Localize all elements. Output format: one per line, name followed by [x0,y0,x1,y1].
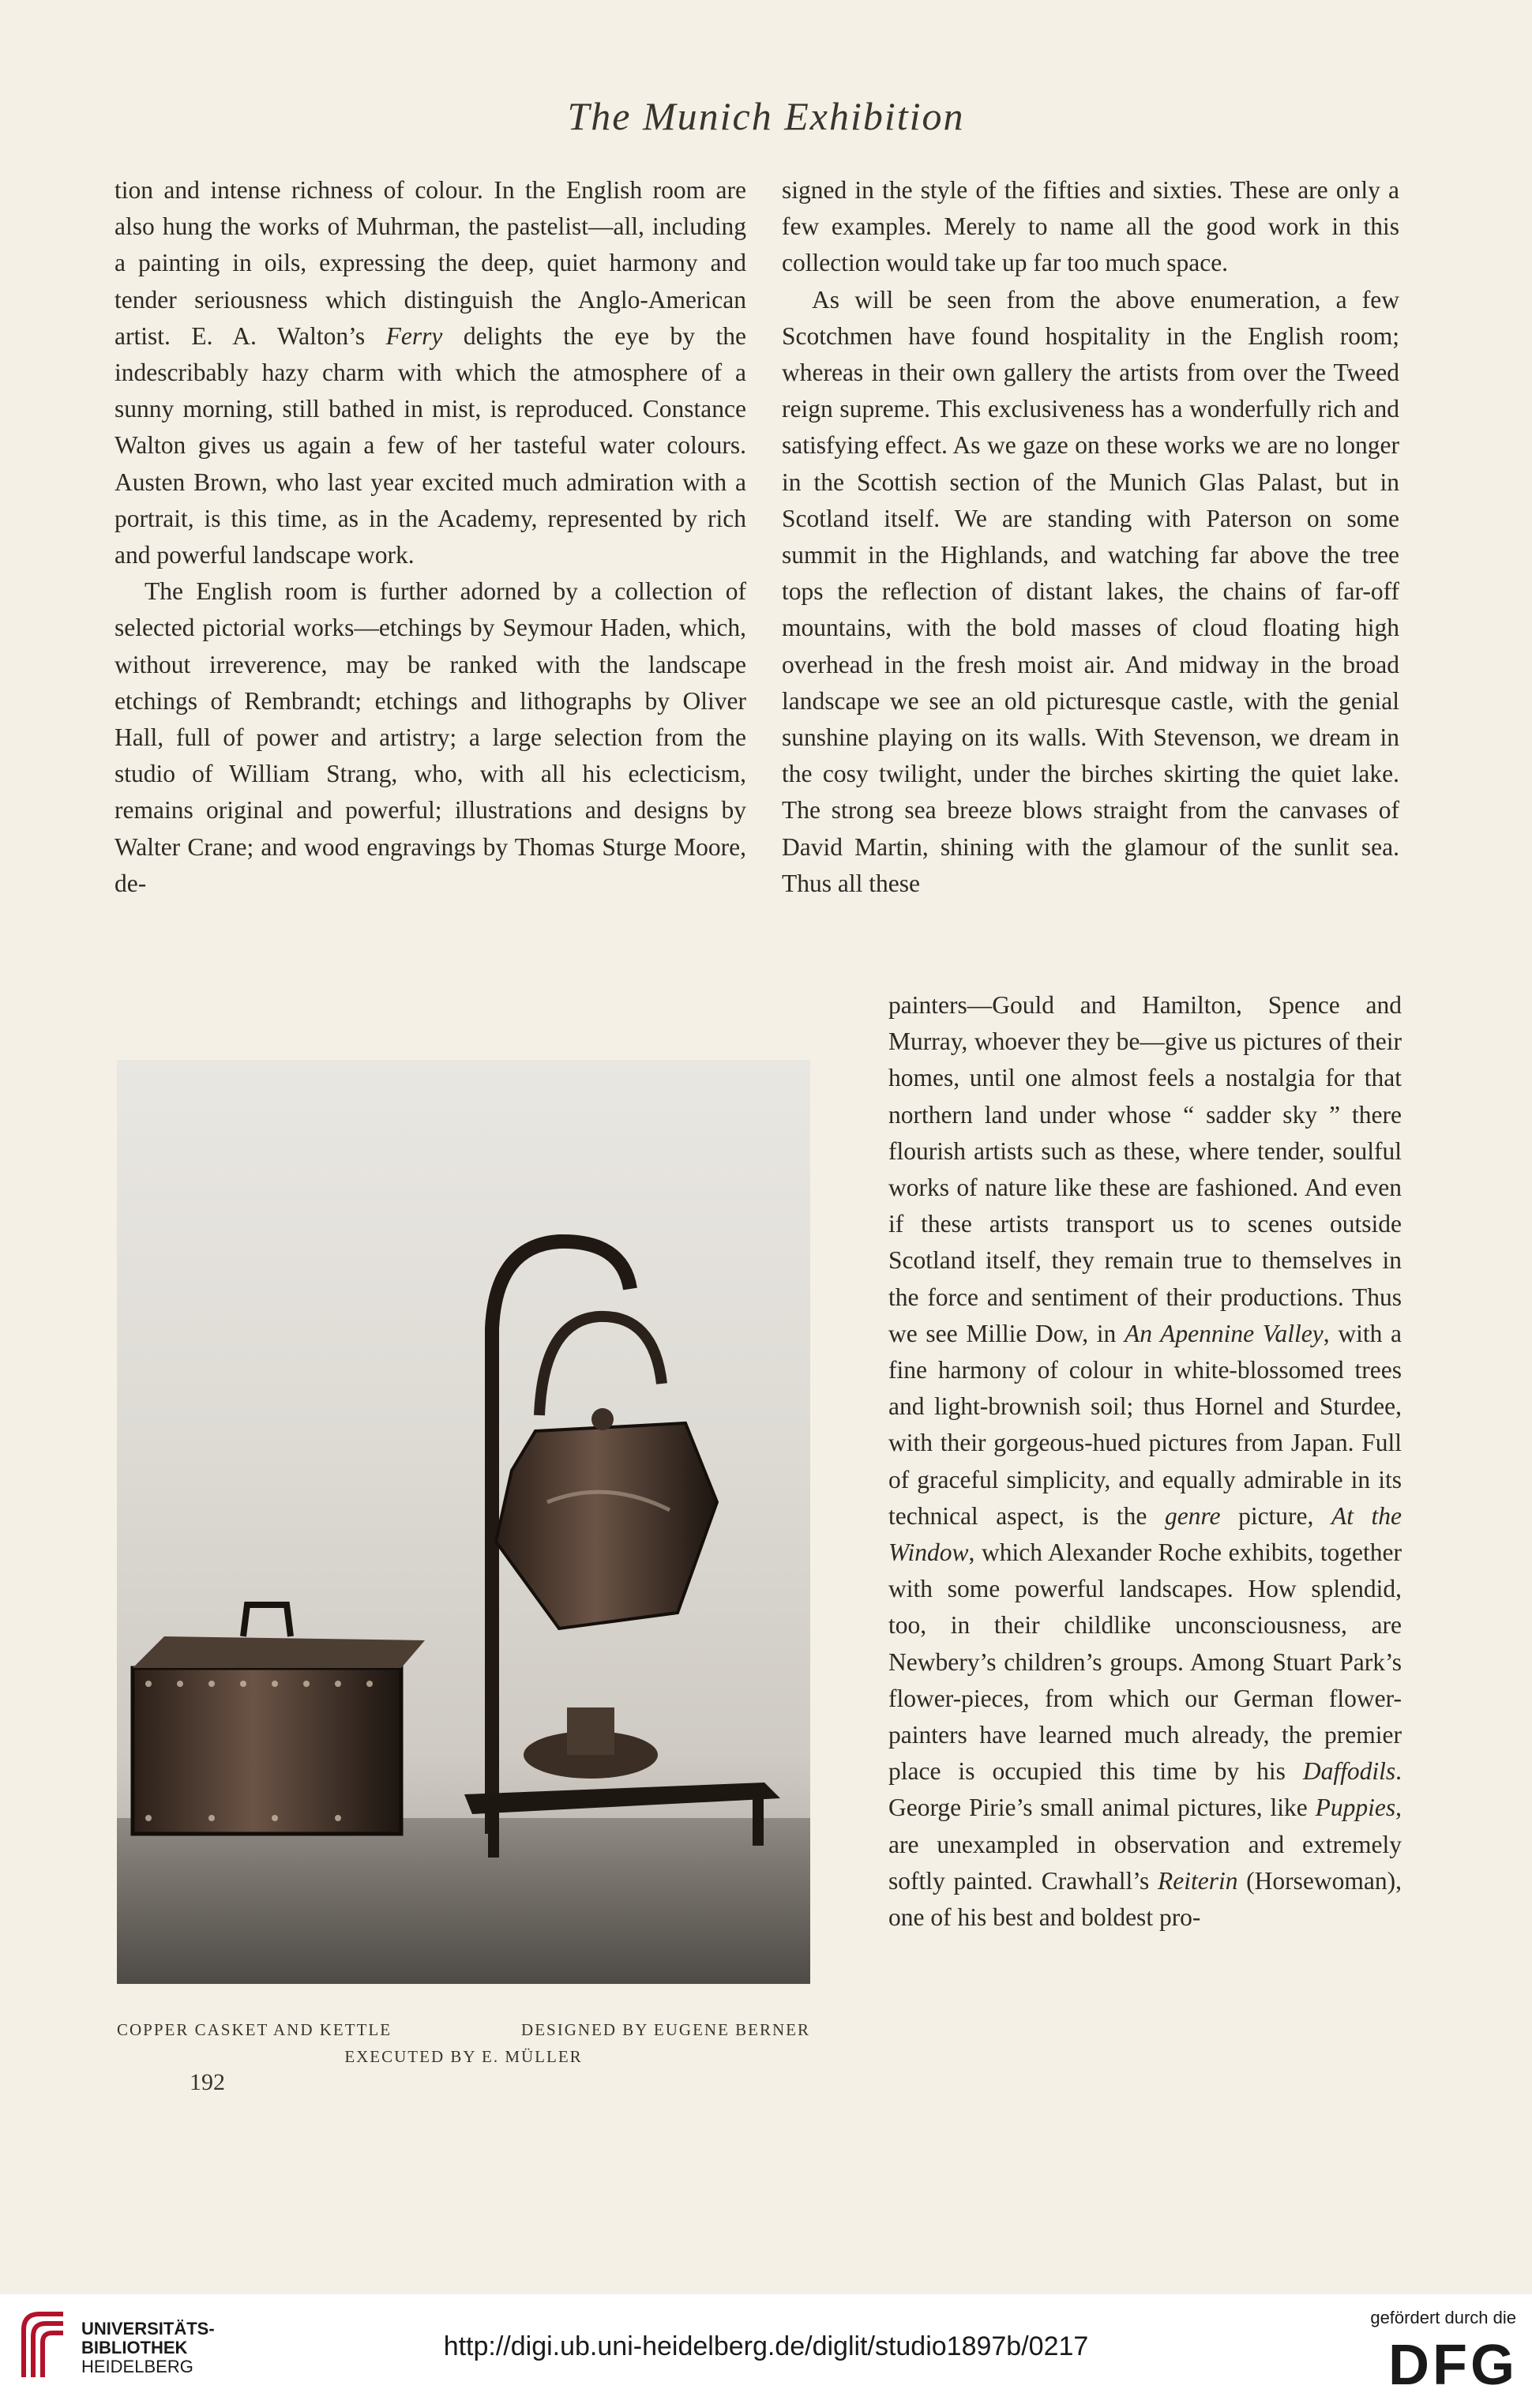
right-p3-d: , which Alexander Roche exhibits, together with some powerful landscapes. How splendid, too, in their childlike unconsciousness, are Newbery’s children’s groups. Among Stuart Park’s flower-pieces, from which our German flower-painters have learned much already, the premier place is occupied this time by his [888,1538,1402,1786]
right-p3-italic-3: At the Window [888,1501,1402,1567]
caption-designer: DESIGNED BY EUGENE BERNER [521,2020,810,2039]
kettle-tray [464,1783,780,1814]
kettle-handle [539,1317,662,1415]
dfg-logo: DFG [1388,2334,1518,2397]
running-title: The Munich Exhibition [567,94,965,138]
right-p3-g: (Horsewoman), one of his best and boldest pro- [888,1866,1402,1932]
caption-executor: EXECUTED BY E. MÜLLER [344,2047,583,2066]
photograph-copper-casket-and-kettle [117,1060,810,1984]
right-p3-italic-2: genre [1164,1501,1221,1530]
caption-title: COPPER CASKET AND KETTLE [117,2020,392,2039]
right-p3-italic-6: Reiterin [1157,1866,1238,1895]
kettle-knob [591,1408,614,1430]
left-column [115,172,746,902]
left-p1-italic: Ferry [385,321,443,350]
right-paragraph-2: As will be seen from the above enumeration, a few Scotchmen have found hospitality in the English room; whereas in their own gallery the artists from over the Tweed reign supreme. This exclusiveness has a wonderfully rich and satisfying effect. As we gaze on these works we are no longer in the Scottish section of the Munich Glas Palast, but in Scotland itself. We are standing with Paterson on some summit in the Highlands, and watching far above the tree tops the reflection of distant lakes, the chains of far-off mountains, with the bold masses of cloud floating high overhead in the fresh moist air. And midway in the broad landscape we see an old picturesque castle, with the genial sunshine playing on its walls. With Stevenson, we dream in the cosy twilight, under the birches skirting the quiet lake. The strong sea breeze blows straight from the canvases of David Martin, shining with the glamour of the sunlit sea. Thus all these [782,285,1399,897]
kettle-body [496,1423,717,1628]
left-paragraph-2: The English room is further adorned by a collection of selected pictorial works—etchings by Seymour Haden, which, without irreverence, may be ranked with the landscape etchings of Rembrandt; etchings and lithographs by Oliver Hall, full of power and artistry; a large selection from the studio of William Strang, who, with all his eclecticism, remains original and powerful; illustrations and designs by Walter Crane; and wood engravings by Thomas Sturge Moore, de- [115,577,746,897]
table-surface [117,1818,810,1984]
right-p3-b: , with a fine harmony of colour in white-blossomed trees and light-brownish soil; thus Hornel and Sturdee, with their gorgeous-hued pictures from Japan. Full of graceful simplicity, and equally admirable in its technical aspect, is the [888,1319,1402,1530]
right-p3-italic-1: An Apennine Valley [1125,1319,1324,1347]
copper-casket [133,1668,401,1834]
casket-handle [243,1605,291,1636]
right-p3-a: painters—Gould and Hamilton, Spence and Murray, whoever they be—give us pictures of their homes, until one almost feels a nostalgia for that northern land under whose “ sadder sky ” there flourish artists such as these, where tender, soulful works of nature like these are fashioned. And even if these artists transport us to scenes outside Scotland itself, they remain true to themselves in the force and sentiment of their productions. Thus we see Millie Dow, in [888,991,1402,1347]
right-paragraph-1: signed in the style of the fifties and sixties. These are only a few examples. Merely to name all the good work in this collection would take up far too much space. [782,176,1399,277]
left-p1-text: tion and intense richness of colour. In the English room are also hung the works of Muhrman, the pastelist—all, including a painting in oils, expressing the deep, quiet harmony and tender seriousness which distinguish the Anglo-American artist. E. A. Walton’s [115,176,746,350]
funded-by-label: gefördert durch die [1370,2308,1516,2327]
library-name-line-2: BIBLIOTHEK [81,2338,188,2357]
right-column-beside-figure [888,987,1402,1936]
left-p1-rest: delights the eye by the indescribably hazy charm with which the atmosphere of a sunny morning, still bathed in mist, is reproduced. Constance Walton gives us again a few of her tasteful water colours. Austen Brown, who last year excited much admiration with a portrait, is this time, as in the Academy, represented by rich and powerful landscape work. [115,321,746,569]
library-name-line-1: UNIVERSITÄTS- [81,2319,215,2339]
right-p3-c: picture, [1220,1501,1331,1530]
right-column-top [782,172,1399,902]
right-p3-italic-5: Puppies [1315,1794,1396,1822]
photograph-illustration [117,1060,810,1984]
page-number: 192 [190,2069,225,2095]
right-paragraph-3 [888,987,1402,1936]
right-p3-f: , are unexampled in observation and extremely softly painted. Crawhall’s [888,1794,1402,1895]
right-p3-italic-4: Daffodils [1302,1757,1396,1786]
left-paragraph-1 [115,172,746,573]
casket-lid [133,1636,425,1668]
permalink-url[interactable]: http://digi.ub.uni-heidelberg.de/diglit/studio1897b/0217 [443,2331,1089,2361]
library-name-line-3: HEIDELBERG [81,2357,193,2376]
right-p3-e: . George Pirie’s small animal pictures, like [888,1757,1402,1822]
